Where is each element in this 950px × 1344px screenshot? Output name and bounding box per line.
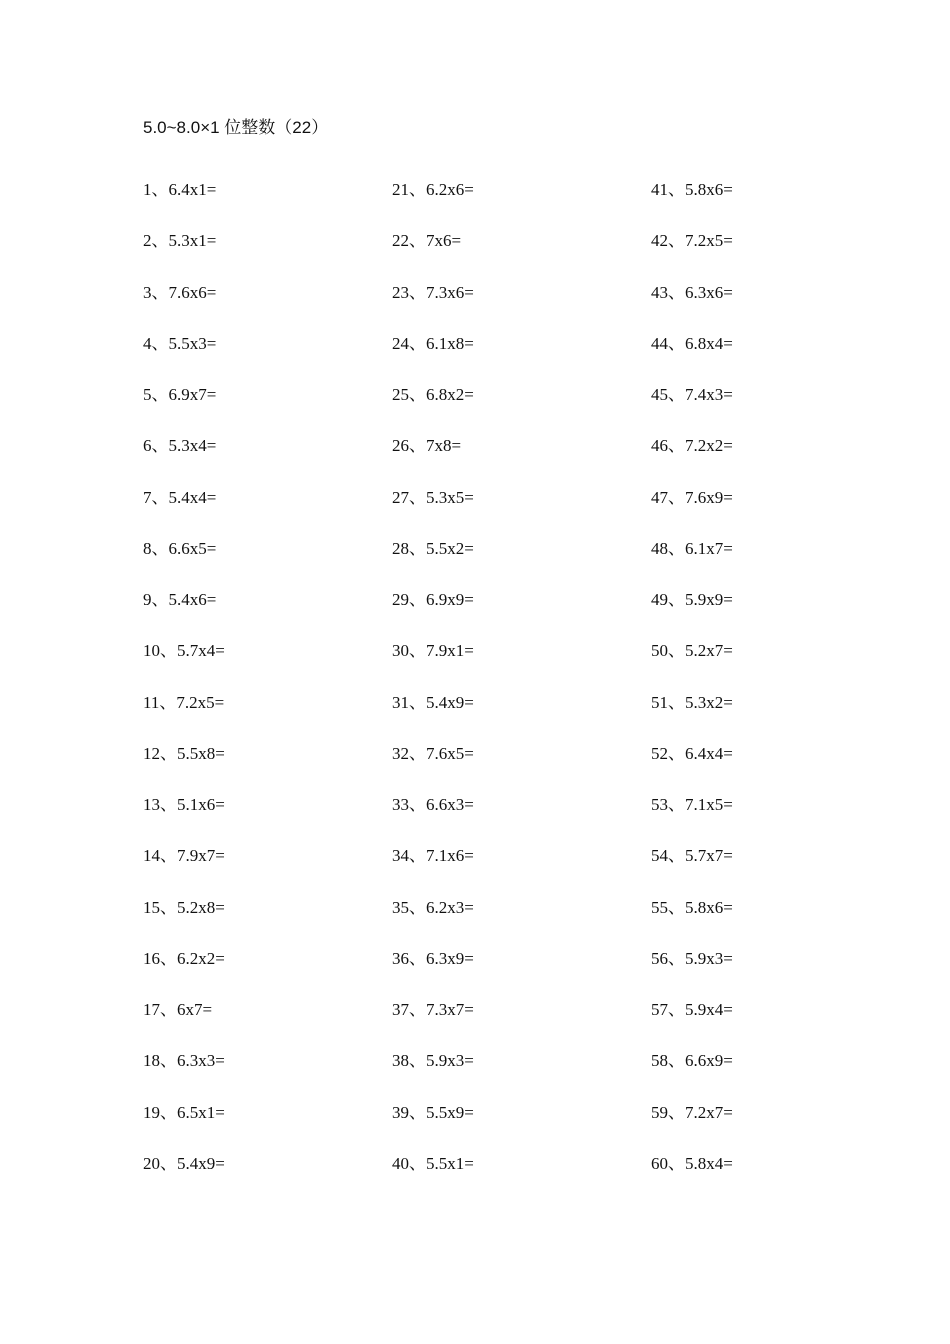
problem-item: 20、5.4x9=	[143, 1153, 225, 1173]
problem-item: 11、7.2x5=	[143, 692, 225, 712]
problem-item: 52、6.4x4=	[651, 743, 733, 763]
problem-item: 12、5.5x8=	[143, 743, 225, 763]
problem-item: 29、6.9x9=	[392, 590, 474, 609]
problem-item: 17、6x7=	[143, 1000, 213, 1019]
problem-item: 8、6.6x5=	[143, 538, 217, 558]
problem-item: 1、6.4x1=	[143, 180, 217, 199]
problem-item: 18、6.3x3=	[143, 1051, 225, 1071]
problem-column-1	[143, 176, 393, 1201]
problem-item: 55、5.8x6=	[651, 897, 733, 917]
problem-item: 30、7.9x1=	[392, 641, 474, 661]
problem-item: 33、6.6x3=	[392, 795, 474, 814]
problem-item: 35、6.2x3=	[392, 897, 474, 917]
problem-item: 37、7.3x7=	[392, 1000, 474, 1019]
problem-item: 19、6.5x1=	[143, 1102, 225, 1122]
problem-item: 4、5.5x3=	[143, 333, 217, 353]
problem-item: 23、7.3x6=	[392, 282, 474, 302]
problem-item: 60、5.8x4=	[651, 1153, 733, 1173]
problem-item: 9、5.4x6=	[143, 590, 217, 609]
problem-item: 34、7.1x6=	[392, 846, 474, 866]
problem-item: 25、6.8x2=	[392, 385, 474, 404]
problem-item: 6、5.3x4=	[143, 436, 217, 456]
problem-item: 7、5.4x4=	[143, 487, 217, 507]
problem-column-2	[392, 176, 642, 1201]
problem-item: 32、7.6x5=	[392, 743, 474, 763]
problem-item: 48、6.1x7=	[651, 538, 733, 558]
problem-item: 58、6.6x9=	[651, 1051, 733, 1071]
problem-item: 46、7.2x2=	[651, 436, 733, 456]
problem-item: 45、7.4x3=	[651, 385, 733, 404]
problem-item: 5、6.9x7=	[143, 385, 217, 404]
problem-item: 42、7.2x5=	[651, 231, 733, 251]
problem-item: 31、5.4x9=	[392, 692, 474, 712]
problem-item: 28、5.5x2=	[392, 538, 474, 558]
problem-item: 24、6.1x8=	[392, 333, 474, 353]
problem-item: 16、6.2x2=	[143, 948, 225, 968]
problem-item: 3、7.6x6=	[143, 282, 217, 302]
problem-item: 53、7.1x5=	[651, 795, 733, 814]
problem-item: 14、7.9x7=	[143, 846, 225, 866]
problem-item: 54、5.7x7=	[651, 846, 733, 866]
problem-item: 15、5.2x8=	[143, 897, 225, 917]
problem-item: 49、5.9x9=	[651, 590, 733, 609]
problem-item: 13、5.1x6=	[143, 795, 225, 814]
problem-item: 36、6.3x9=	[392, 948, 474, 968]
problem-item: 47、7.6x9=	[651, 487, 733, 507]
problem-item: 27、5.3x5=	[392, 487, 474, 507]
problem-item: 57、5.9x4=	[651, 1000, 733, 1019]
problem-item: 50、5.2x7=	[651, 641, 733, 661]
problem-item: 22、7x6=	[392, 231, 462, 251]
page-title: 5.0~8.0×1 位整数（22）	[143, 118, 329, 137]
problem-item: 21、6.2x6=	[392, 180, 474, 199]
problem-item: 56、5.9x3=	[651, 948, 733, 968]
problem-column-3	[651, 176, 901, 1201]
problem-item: 59、7.2x7=	[651, 1102, 733, 1122]
problem-item: 38、5.9x3=	[392, 1051, 474, 1071]
problem-item: 10、5.7x4=	[143, 641, 225, 661]
problem-item: 26、7x8=	[392, 436, 462, 456]
problem-item: 39、5.5x9=	[392, 1102, 474, 1122]
problem-item: 51、5.3x2=	[651, 692, 733, 712]
problem-item: 41、5.8x6=	[651, 180, 733, 199]
problem-item: 40、5.5x1=	[392, 1153, 474, 1173]
problem-item: 43、6.3x6=	[651, 282, 733, 302]
problem-item: 44、6.8x4=	[651, 333, 733, 353]
problem-item: 2、5.3x1=	[143, 231, 217, 251]
